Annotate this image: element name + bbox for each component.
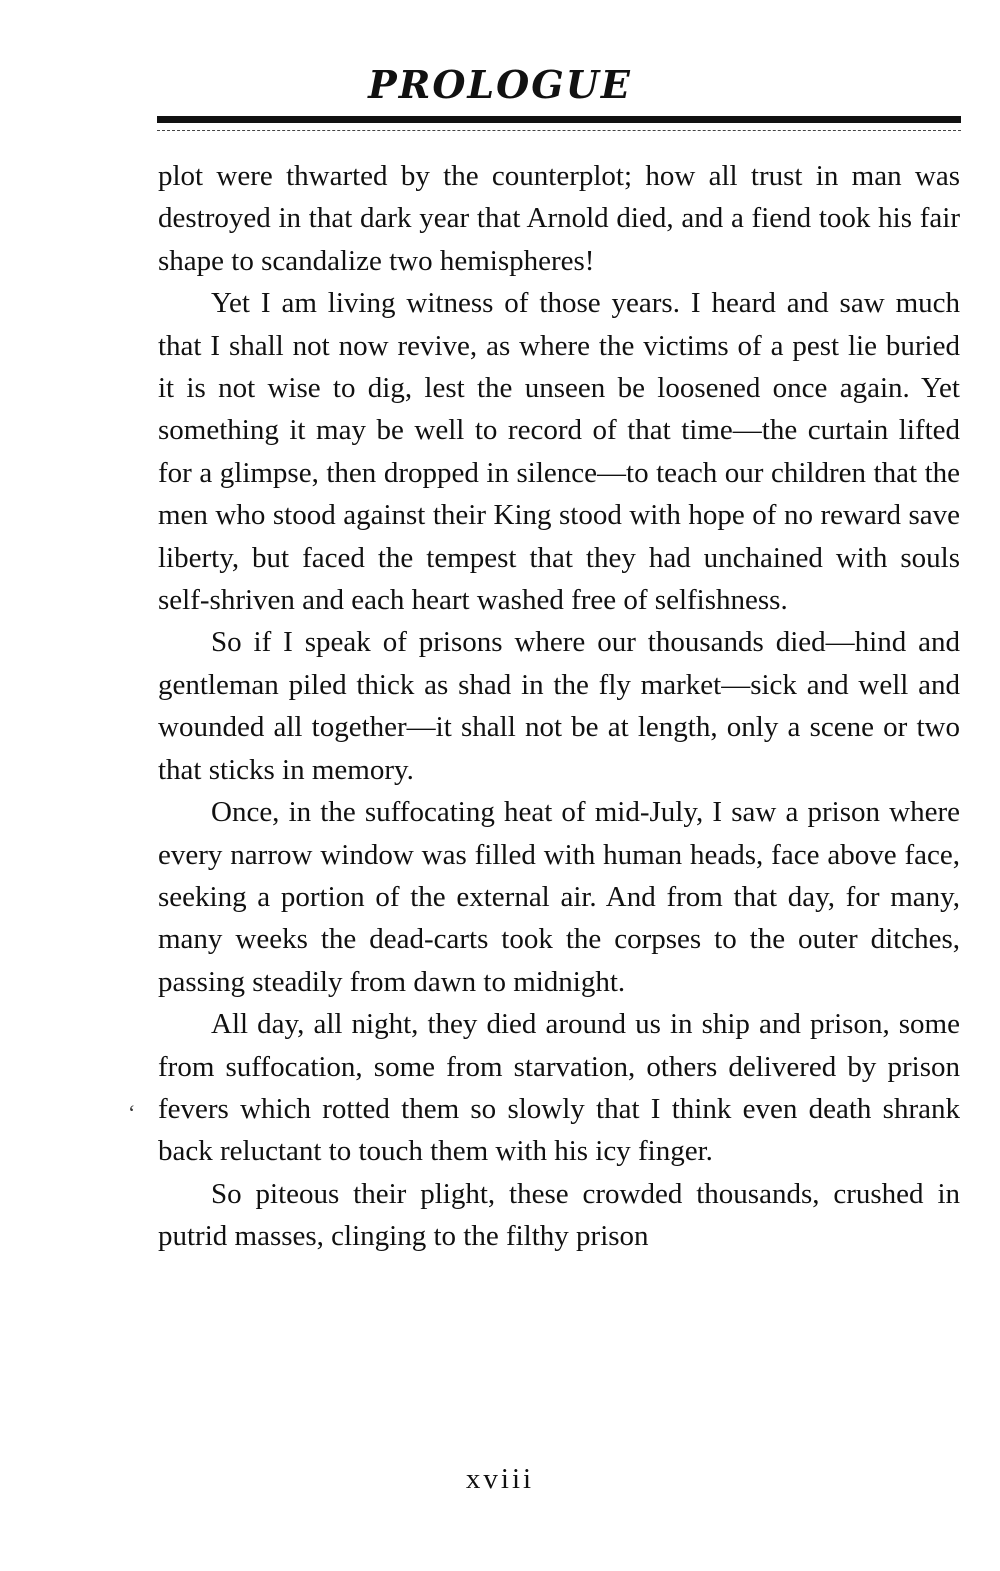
- header-rule-thick: [157, 116, 961, 123]
- header-rule-thin: [157, 130, 961, 131]
- page-number: xviii: [465, 1463, 535, 1495]
- paragraph: So if I speak of prisons where our thousands died—hind and gentleman piled thick as shad in the fly market—sick and well and wounded all together—it shall not be at length, only a scene or two that sticks in memory.: [158, 626, 960, 786]
- body-text: [158, 155, 960, 1258]
- running-head-title: PROLOGUE: [368, 62, 632, 107]
- paragraph-continued: plot were thwarted by the counterplot; how all trust in man was destroyed in that dark year that Arnold died, and a fiend took his fair shape to scandalize two hemispheres!: [158, 160, 960, 277]
- paragraph: All day, all night, they died around us in ship and prison, some from suffocation, some from starvation, others delivered by prison fevers which rotted them so slowly that I think even death shrank back reluctant to touch them with his icy finger.: [158, 1008, 960, 1168]
- paragraph-runover: So piteous their plight, these crowded thousands, crushed in putrid masses, clinging to the filthy prison: [158, 1177, 960, 1253]
- paragraph: Yet I am living witness of those years. I heard and saw much that I shall not now revive, as where the victims of a pest lie buried it is not wise to dig, lest the unseen be loosened once again. Yet something it may be well to record of that time—the curtain lifted for a glimpse, then dropped in silence—to teach our children that the men who stood against their King stood with hope of no reward save liberty, but faced the tempest that they had unchained with souls self-shriven and each heart washed free of selfishness.: [158, 287, 960, 617]
- paragraph: Once, in the suffocating heat of mid-July, I saw a prison where every narrow window was filled with human heads, face above face, seeking a portion of the external air. And from that day, for many, many weeks the dead-carts took the corpses to the outer ditches, passing steadily from dawn to midnight.: [158, 796, 960, 998]
- margin-mark: ‘: [128, 1100, 136, 1125]
